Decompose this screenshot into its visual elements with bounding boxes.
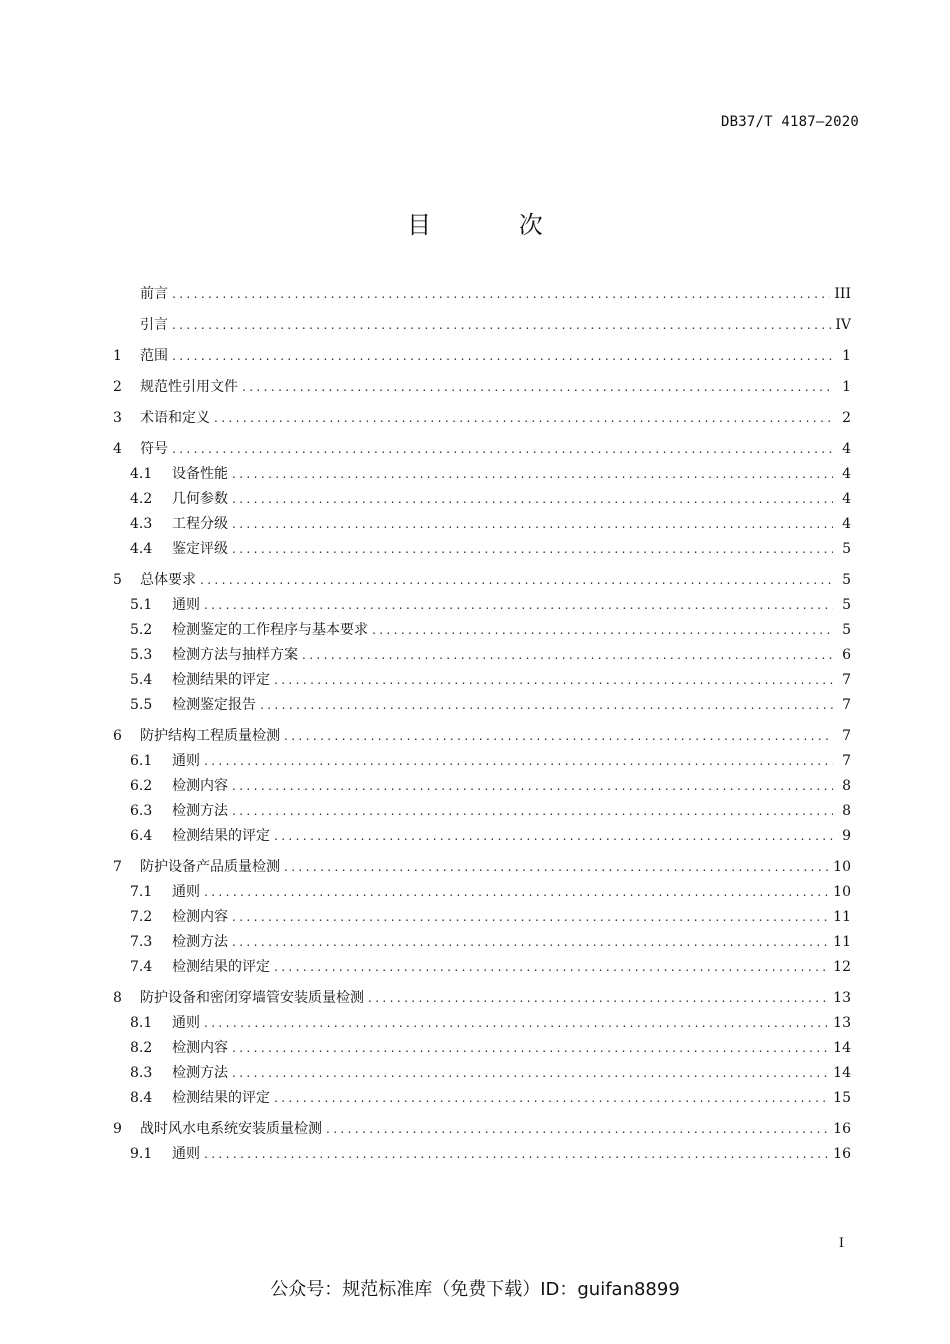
toc-entry-page: 4 [842, 441, 851, 457]
toc-entry-page: 11 [833, 909, 851, 925]
toc-entry-label: 检测方法 [172, 803, 228, 819]
dot-leader [200, 573, 833, 587]
page-number: I [838, 1236, 844, 1251]
toc-entry-label: 通则 [172, 1146, 200, 1162]
dot-leader [326, 1122, 829, 1136]
toc-entry-page: 7 [842, 697, 851, 713]
toc-entry-page: 4 [842, 491, 851, 507]
toc-section-entry[interactable] [113, 800, 851, 825]
toc-entry-page: 5 [842, 597, 851, 613]
toc-section-entry[interactable] [113, 881, 851, 906]
toc-chapter-entry[interactable] [113, 407, 851, 432]
toc-entry-label: 通则 [172, 884, 200, 900]
toc-entry-label: 检测内容 [172, 778, 228, 794]
dot-leader [232, 935, 829, 949]
toc-entry-page: 13 [833, 1015, 851, 1031]
toc-entry-page: 2 [842, 410, 851, 426]
toc-entry-page: IV [835, 317, 851, 333]
toc-section-entry[interactable] [113, 538, 851, 563]
toc-section-entry[interactable] [113, 694, 851, 719]
toc-entry-label: 通则 [172, 1015, 200, 1031]
table-of-contents [113, 283, 851, 1168]
toc-entry-page: 4 [842, 516, 851, 532]
dot-leader [232, 517, 833, 531]
toc-section-entry[interactable] [113, 644, 851, 669]
dot-leader [260, 698, 833, 712]
toc-section-entry[interactable] [113, 775, 851, 800]
dot-leader [214, 411, 833, 425]
toc-entry-number: 4.2 [130, 491, 153, 507]
toc-entry-number: 5.2 [130, 622, 153, 638]
toc-entry-number: 9.1 [130, 1146, 153, 1162]
dot-leader [274, 1091, 829, 1105]
page-title: 目 次 [407, 211, 583, 239]
toc-entry-page: 7 [842, 728, 851, 744]
toc-section-entry[interactable] [113, 669, 851, 694]
toc-entry-page: 7 [842, 753, 851, 769]
dot-leader [172, 287, 830, 301]
toc-chapter-entry[interactable] [113, 283, 851, 308]
toc-entry-number: 4.4 [130, 541, 153, 557]
toc-entry-number: 7.4 [130, 959, 153, 975]
toc-entry-label: 通则 [172, 753, 200, 769]
toc-section-entry[interactable] [113, 906, 851, 931]
toc-entry-page: 4 [842, 466, 851, 482]
toc-entry-page: 10 [833, 859, 851, 875]
dot-leader [232, 804, 833, 818]
toc-entry-page: 10 [833, 884, 851, 900]
toc-chapter-entry[interactable] [113, 569, 851, 594]
toc-entry-number: 4.1 [130, 466, 153, 482]
toc-entry-label: 检测方法 [172, 934, 228, 950]
dot-leader [274, 960, 829, 974]
dot-leader [204, 1147, 829, 1161]
toc-section-entry[interactable] [113, 488, 851, 513]
toc-entry-label: 检测鉴定的工作程序与基本要求 [172, 622, 368, 638]
toc-chapter-entry[interactable] [113, 725, 851, 750]
toc-section-entry[interactable] [113, 1087, 851, 1112]
toc-section-entry[interactable] [113, 750, 851, 775]
toc-entry-label: 战时风水电系统安装质量检测 [140, 1121, 322, 1137]
toc-entry-number: 3 [113, 410, 122, 426]
dot-leader [204, 885, 829, 899]
toc-entry-number: 5 [113, 572, 122, 588]
dot-leader [204, 754, 833, 768]
toc-section-entry[interactable] [113, 513, 851, 538]
toc-entry-label: 检测鉴定报告 [172, 697, 256, 713]
toc-entry-page: 16 [833, 1146, 851, 1162]
toc-entry-label: 范围 [140, 348, 168, 364]
toc-entry-number: 7.3 [130, 934, 153, 950]
toc-entry-number: 8.2 [130, 1040, 153, 1056]
toc-entry-label: 几何参数 [172, 491, 228, 507]
toc-entry-number: 6.2 [130, 778, 153, 794]
toc-chapter-entry[interactable] [113, 856, 851, 881]
toc-entry-label: 防护结构工程质量检测 [140, 728, 280, 744]
toc-entry-label: 检测结果的评定 [172, 828, 270, 844]
toc-entry-number: 7.2 [130, 909, 153, 925]
toc-entry-number: 6 [113, 728, 122, 744]
toc-entry-number: 6.1 [130, 753, 153, 769]
toc-entry-number: 5.1 [130, 597, 153, 613]
toc-entry-label: 鉴定评级 [172, 541, 228, 557]
toc-chapter-entry[interactable] [113, 987, 851, 1012]
dot-leader [232, 779, 833, 793]
toc-section-entry[interactable] [113, 1037, 851, 1062]
toc-entry-label: 工程分级 [172, 516, 228, 532]
toc-entry-number: 5.3 [130, 647, 153, 663]
toc-entry-page: 1 [842, 348, 851, 364]
toc-entry-label: 总体要求 [140, 572, 196, 588]
toc-section-entry[interactable] [113, 931, 851, 956]
toc-entry-page: 9 [842, 828, 851, 844]
toc-entry-label: 通则 [172, 597, 200, 613]
dot-leader [274, 673, 833, 687]
dot-leader [284, 860, 829, 874]
dot-leader [232, 492, 833, 506]
toc-entry-page: 5 [842, 541, 851, 557]
toc-entry-page: 12 [833, 959, 851, 975]
dot-leader [232, 910, 829, 924]
toc-entry-page: 14 [833, 1065, 851, 1081]
toc-entry-number: 5.5 [130, 697, 153, 713]
toc-entry-page: 5 [842, 622, 851, 638]
toc-entry-label: 术语和定义 [140, 410, 210, 426]
toc-section-entry[interactable] [113, 1143, 851, 1168]
toc-section-entry[interactable] [113, 594, 851, 619]
toc-entry-label: 引言 [140, 317, 168, 333]
toc-entry-label: 防护设备和密闭穿墙管安装质量检测 [140, 990, 364, 1006]
toc-section-entry[interactable] [113, 463, 851, 488]
toc-chapter-entry[interactable] [113, 345, 851, 370]
toc-section-entry[interactable] [113, 956, 851, 981]
toc-entry-number: 4 [113, 441, 122, 457]
dot-leader [232, 1066, 829, 1080]
toc-section-entry[interactable] [113, 1062, 851, 1087]
toc-entry-page: 16 [833, 1121, 851, 1137]
toc-entry-number: 4.3 [130, 516, 153, 532]
footer-watermark: 公众号：规范标准库（免费下载）ID：guifan8899 [270, 1279, 680, 1300]
toc-entry-page: 7 [842, 672, 851, 688]
toc-section-entry[interactable] [113, 1012, 851, 1037]
toc-entry-page: 8 [842, 778, 851, 794]
dot-leader [284, 729, 833, 743]
toc-entry-label: 规范性引用文件 [140, 379, 238, 395]
dot-leader [172, 442, 833, 456]
toc-entry-label: 设备性能 [172, 466, 228, 482]
toc-entry-page: III [834, 286, 851, 302]
toc-entry-number: 8.3 [130, 1065, 153, 1081]
toc-entry-label: 检测内容 [172, 1040, 228, 1056]
toc-entry-label: 防护设备产品质量检测 [140, 859, 280, 875]
dot-leader [172, 349, 833, 363]
dot-leader [172, 318, 831, 332]
toc-entry-label: 检测内容 [172, 909, 228, 925]
toc-entry-page: 15 [833, 1090, 851, 1106]
toc-entry-page: 8 [842, 803, 851, 819]
dot-leader [232, 467, 833, 481]
toc-entry-number: 2 [113, 379, 122, 395]
toc-entry-number: 6.3 [130, 803, 153, 819]
toc-chapter-entry[interactable] [113, 438, 851, 463]
toc-chapter-entry[interactable] [113, 314, 851, 339]
dot-leader [372, 623, 833, 637]
dot-leader [368, 991, 829, 1005]
toc-entry-label: 检测结果的评定 [172, 1090, 270, 1106]
dot-leader [204, 1016, 829, 1030]
toc-entry-page: 1 [842, 379, 851, 395]
dot-leader [232, 1041, 829, 1055]
toc-entry-page: 14 [833, 1040, 851, 1056]
toc-entry-label: 检测方法 [172, 1065, 228, 1081]
dot-leader [274, 829, 833, 843]
toc-entry-label: 前言 [140, 286, 168, 302]
toc-entry-number: 7 [113, 859, 122, 875]
toc-section-entry[interactable] [113, 619, 851, 644]
toc-entry-number: 8.4 [130, 1090, 153, 1106]
toc-entry-page: 13 [833, 990, 851, 1006]
toc-entry-number: 5.4 [130, 672, 153, 688]
toc-entry-label: 检测结果的评定 [172, 672, 270, 688]
toc-entry-number: 6.4 [130, 828, 153, 844]
toc-entry-number: 7.1 [130, 884, 153, 900]
dot-leader [242, 380, 833, 394]
toc-entry-label: 检测方法与抽样方案 [172, 647, 298, 663]
toc-entry-number: 1 [113, 348, 122, 364]
toc-entry-number: 8 [113, 990, 122, 1006]
toc-entry-page: 5 [842, 572, 851, 588]
toc-entry-label: 符号 [140, 441, 168, 457]
toc-entry-label: 检测结果的评定 [172, 959, 270, 975]
toc-entry-number: 8.1 [130, 1015, 153, 1031]
toc-chapter-entry[interactable] [113, 1118, 851, 1143]
document-code: DB37/T 4187—2020 [720, 114, 859, 130]
toc-entry-page: 6 [842, 647, 851, 663]
toc-section-entry[interactable] [113, 825, 851, 850]
dot-leader [204, 598, 833, 612]
toc-entry-page: 11 [833, 934, 851, 950]
toc-chapter-entry[interactable] [113, 376, 851, 401]
dot-leader [302, 648, 833, 662]
toc-entry-number: 9 [113, 1121, 122, 1137]
dot-leader [232, 542, 833, 556]
